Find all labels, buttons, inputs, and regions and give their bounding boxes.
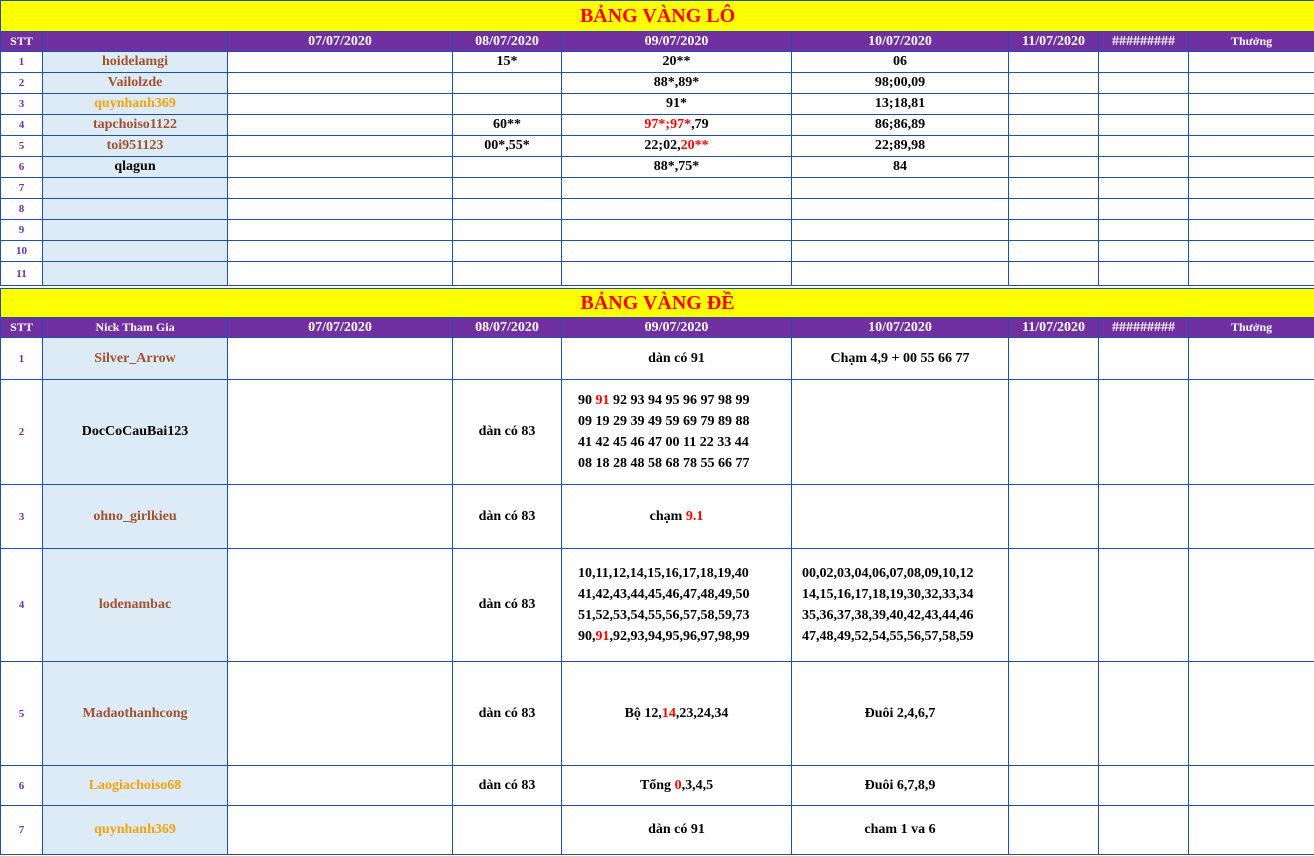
- header-thuong: Thưởng: [1189, 32, 1314, 52]
- header-hash: #########: [1099, 318, 1189, 338]
- number-highlight: 91: [595, 393, 610, 408]
- cell-hash: [1099, 806, 1189, 855]
- cell-thuong: [1189, 94, 1314, 115]
- table-row: [1, 220, 1314, 241]
- table-row: [1, 241, 1314, 262]
- cell-0707: [228, 806, 453, 855]
- cell-thuong: [1189, 338, 1314, 380]
- cell-thuong: [1189, 766, 1314, 806]
- cell-0907: dàn có 91: [562, 338, 792, 380]
- number-text: 90: [578, 393, 596, 408]
- table-row: [1, 178, 1314, 199]
- cell-1107: [1009, 94, 1099, 115]
- table-row: [1, 766, 1314, 806]
- nick-cell: DocCoCauBai123: [43, 380, 228, 485]
- cell-1107: [1009, 73, 1099, 94]
- cell-1007: cham 1 va 6: [792, 806, 1009, 855]
- cell-0707: [228, 115, 453, 136]
- row-stt: 4: [1, 115, 43, 136]
- cell-1107: [1009, 380, 1099, 485]
- number-line: 47,48,49,52,54,55,56,57,58,59: [802, 629, 974, 644]
- cell-0807: [453, 157, 562, 178]
- header-0907: 09/07/2020: [562, 318, 792, 338]
- nick-cell: [43, 220, 228, 241]
- cell-0907: [562, 766, 792, 806]
- row-stt: 1: [1, 52, 43, 73]
- nick-cell: [43, 241, 228, 262]
- cell-hash: [1099, 136, 1189, 157]
- header-nick: [43, 32, 228, 52]
- cell-1107: [1009, 136, 1099, 157]
- cell-0707: [228, 766, 453, 806]
- nick-cell: [43, 178, 228, 199]
- cell-0907: [562, 136, 792, 157]
- cell-1007: 13;18,81: [792, 94, 1009, 115]
- cell-0707: [228, 380, 453, 485]
- cell-0707: [228, 52, 453, 73]
- row-stt: 7: [1, 178, 43, 199]
- cell-1007: Đuôi 2,4,6,7: [792, 662, 1009, 766]
- row-stt: 6: [1, 157, 43, 178]
- nick-cell: Vailolzde: [43, 73, 228, 94]
- cell-1107: [1009, 662, 1099, 766]
- cell-0907-highlight: 97*;97*: [644, 117, 692, 132]
- cell-hash: [1099, 662, 1189, 766]
- cell-1007: [792, 485, 1009, 549]
- cell-thuong: [1189, 157, 1314, 178]
- nick-cell: [43, 199, 228, 220]
- cell-0707: [228, 73, 453, 94]
- cell-0907: 91*: [562, 94, 792, 115]
- row-stt: 7: [1, 806, 43, 855]
- header-0807: 08/07/2020: [453, 318, 562, 338]
- table-row: [1, 549, 1314, 662]
- cell-0907: [562, 115, 792, 136]
- row-stt: 5: [1, 662, 43, 766]
- cell-1107: [1009, 157, 1099, 178]
- table-row: [1, 199, 1314, 220]
- number-line: 35,36,37,38,39,40,42,43,44,46: [802, 608, 974, 623]
- cell-thuong: [1189, 485, 1314, 549]
- header-0707: 07/07/2020: [228, 32, 453, 52]
- cell-0907-text: Bộ 12,: [624, 705, 662, 721]
- cell-thuong: [1189, 115, 1314, 136]
- table-row: [1, 262, 1314, 286]
- number-line: 41 42 45 46 47 00 11 22 33 44: [578, 435, 749, 450]
- cell-0907: 88*,89*: [562, 73, 792, 94]
- cell-1107: [1009, 338, 1099, 380]
- number-line: 14,15,16,17,18,19,30,32,33,34: [802, 587, 974, 602]
- cell-0907-highlight: 0: [674, 777, 682, 793]
- cell-1007: 06: [792, 52, 1009, 73]
- cell-0907: [562, 549, 792, 662]
- cell-0707: [228, 549, 453, 662]
- table-row: [1, 662, 1314, 766]
- row-stt: 3: [1, 485, 43, 549]
- cell-0907: 20**: [562, 52, 792, 73]
- cell-0807: dàn có 83: [453, 662, 562, 766]
- cell-0707: [228, 94, 453, 115]
- cell-hash: [1099, 94, 1189, 115]
- nick-cell: Silver_Arrow: [43, 338, 228, 380]
- row-stt: 4: [1, 549, 43, 662]
- cell-0907-text: ,3,4,5: [681, 777, 714, 793]
- table-row: [1, 73, 1314, 94]
- header-thuong: Thưởng: [1189, 318, 1314, 338]
- row-stt: 9: [1, 220, 43, 241]
- table-row: [1, 338, 1314, 380]
- cell-0807: dàn có 83: [453, 485, 562, 549]
- cell-0907-highlight: 14: [661, 705, 676, 721]
- number-text: 92 93 94 95 96 97 98 99: [609, 393, 750, 408]
- header-1007: 10/07/2020: [792, 318, 1009, 338]
- number-line: [578, 626, 791, 647]
- number-highlight: 91: [595, 629, 610, 644]
- cell-1007: 84: [792, 157, 1009, 178]
- cell-0807: [453, 94, 562, 115]
- cell-1107: [1009, 485, 1099, 549]
- table-row: [1, 157, 1314, 178]
- cell-1007: Chạm 4,9 + 00 55 66 77: [792, 338, 1009, 380]
- cell-0907: [562, 662, 792, 766]
- cell-0907-highlight: 20**: [680, 138, 709, 153]
- header-stt: STT: [1, 32, 43, 52]
- cell-hash: [1099, 73, 1189, 94]
- nick-cell: [43, 262, 228, 286]
- cell-0707: [228, 136, 453, 157]
- cell-0807: 00*,55*: [453, 136, 562, 157]
- row-stt: 5: [1, 136, 43, 157]
- row-stt: 1: [1, 338, 43, 380]
- cell-thuong: [1189, 73, 1314, 94]
- header-0807: 08/07/2020: [453, 32, 562, 52]
- row-stt: 3: [1, 94, 43, 115]
- nick-cell: Laogiachoiso68: [43, 766, 228, 806]
- row-stt: 10: [1, 241, 43, 262]
- cell-0807: [453, 73, 562, 94]
- cell-hash: [1099, 338, 1189, 380]
- header-hash: #########: [1099, 32, 1189, 52]
- cell-0907: dàn có 91: [562, 806, 792, 855]
- number-line: [578, 390, 791, 411]
- table-row: [1, 806, 1314, 855]
- table-row: [1, 94, 1314, 115]
- row-stt: 6: [1, 766, 43, 806]
- header-stt: STT: [1, 318, 43, 338]
- cell-0707: [228, 338, 453, 380]
- table-row: [1, 52, 1314, 73]
- number-line: 09 19 29 39 49 59 69 79 89 88: [578, 414, 750, 429]
- nick-cell: quynhanh369: [43, 806, 228, 855]
- cell-0807: 60**: [453, 115, 562, 136]
- table-row: [1, 115, 1314, 136]
- header-1007: 10/07/2020: [792, 32, 1009, 52]
- cell-0807: dàn có 83: [453, 549, 562, 662]
- row-stt: 2: [1, 73, 43, 94]
- cell-0907-text: Tổng: [639, 777, 675, 793]
- number-text: 90,: [578, 629, 596, 644]
- cell-0707: [228, 485, 453, 549]
- table-row: [1, 485, 1314, 549]
- cell-thuong: [1189, 380, 1314, 485]
- cell-1007: 98;00,09: [792, 73, 1009, 94]
- nick-cell: ohno_girlkieu: [43, 485, 228, 549]
- cell-1007: 86;86,89: [792, 115, 1009, 136]
- nick-cell: tapchoiso1122: [43, 115, 228, 136]
- number-text: ,92,93,94,95,96,97,98,99: [609, 629, 750, 644]
- cell-0907-highlight: 9.1: [685, 508, 704, 524]
- cell-hash: [1099, 549, 1189, 662]
- cell-thuong: [1189, 52, 1314, 73]
- de-title: BẢNG VÀNG ĐỀ: [1, 289, 1314, 318]
- lo-title: BẢNG VÀNG LÔ: [1, 1, 1314, 32]
- lo-table: [0, 0, 1314, 286]
- cell-hash: [1099, 157, 1189, 178]
- cell-0807: dàn có 83: [453, 766, 562, 806]
- nick-cell: Madaothanhcong: [43, 662, 228, 766]
- cell-1107: [1009, 115, 1099, 136]
- cell-0907-rest: ,79: [691, 117, 709, 132]
- cell-1007: Đuôi 6,7,8,9: [792, 766, 1009, 806]
- cell-0807: [453, 338, 562, 380]
- header-nick: Nick Tham Gia: [43, 318, 228, 338]
- cell-1007: [792, 380, 1009, 485]
- cell-0907-rest: 22;02,: [644, 138, 681, 153]
- number-line: 51,52,53,54,55,56,57,58,59,73: [578, 608, 750, 623]
- nick-cell: hoidelamgi: [43, 52, 228, 73]
- cell-0907-text: chạm: [649, 508, 686, 524]
- row-stt: 11: [1, 262, 43, 286]
- table-row: [1, 380, 1314, 485]
- cell-1007: [792, 549, 1009, 662]
- cell-0707: [228, 662, 453, 766]
- cell-1107: [1009, 766, 1099, 806]
- table-row: [1, 136, 1314, 157]
- cell-0907-text: ,23,24,34: [675, 705, 729, 721]
- cell-0907: [562, 485, 792, 549]
- header-0907: 09/07/2020: [562, 32, 792, 52]
- number-line: 08 18 28 48 58 68 78 55 66 77: [578, 456, 750, 471]
- cell-0907: 88*,75*: [562, 157, 792, 178]
- cell-thuong: [1189, 136, 1314, 157]
- cell-1107: [1009, 52, 1099, 73]
- cell-thuong: [1189, 806, 1314, 855]
- cell-hash: [1099, 766, 1189, 806]
- de-table: [0, 288, 1314, 855]
- cell-0807: 15*: [453, 52, 562, 73]
- cell-0907: [562, 380, 792, 485]
- row-stt: 8: [1, 199, 43, 220]
- cell-0707: [228, 157, 453, 178]
- cell-1007: 22;89,98: [792, 136, 1009, 157]
- cell-hash: [1099, 115, 1189, 136]
- number-line: 10,11,12,14,15,16,17,18,19,40: [578, 566, 749, 581]
- number-line: 41,42,43,44,45,46,47,48,49,50: [578, 587, 750, 602]
- cell-thuong: [1189, 662, 1314, 766]
- nick-cell: quynhanh369: [43, 94, 228, 115]
- cell-hash: [1099, 380, 1189, 485]
- row-stt: 2: [1, 380, 43, 485]
- cell-hash: [1099, 52, 1189, 73]
- number-line: 00,02,03,04,06,07,08,09,10,12: [802, 566, 974, 581]
- header-1107: 11/07/2020: [1009, 32, 1099, 52]
- cell-thuong: [1189, 549, 1314, 662]
- nick-cell: lodenambac: [43, 549, 228, 662]
- cell-0807: [453, 806, 562, 855]
- cell-0807: dàn có 83: [453, 380, 562, 485]
- header-1107: 11/07/2020: [1009, 318, 1099, 338]
- cell-hash: [1099, 485, 1189, 549]
- cell-1107: [1009, 549, 1099, 662]
- header-0707: 07/07/2020: [228, 318, 453, 338]
- nick-cell: toi951123: [43, 136, 228, 157]
- cell-1107: [1009, 806, 1099, 855]
- nick-cell: qlagun: [43, 157, 228, 178]
